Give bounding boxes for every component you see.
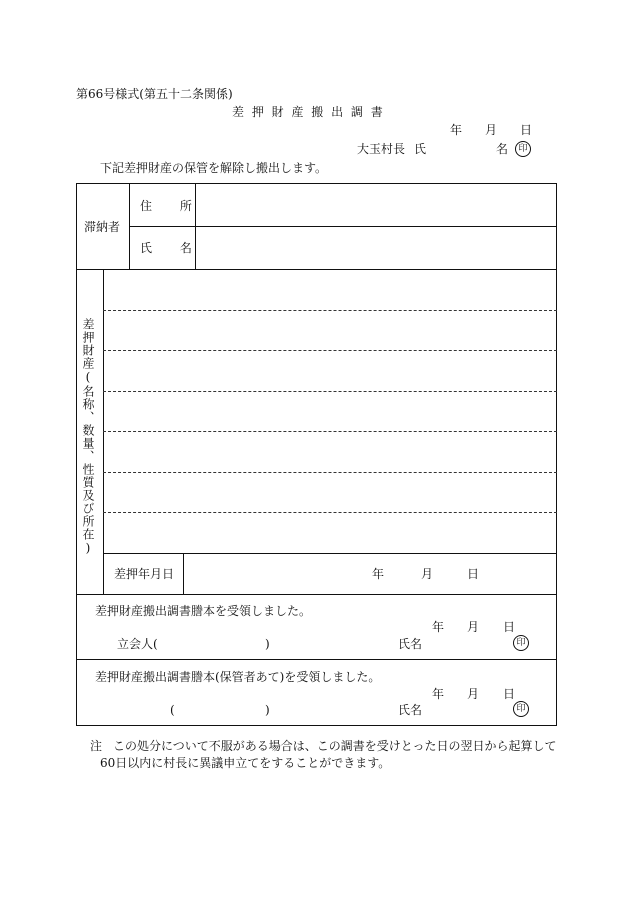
receipt2-text: 差押財産搬出調書謄本(保管者あて)を受領しました。 [95,670,381,684]
witness-paren-close: ) [265,637,270,651]
seizure-year-label: 年 [372,567,385,581]
seizure-date-label: 差押年月日 [114,567,175,581]
witness-label: 立会人( [117,637,158,651]
seized-property-label: 差押財産(名称、数量、性質及び所在) [81,318,95,556]
seized-property-lines[interactable] [106,272,554,550]
header-month-label: 月 [485,123,498,137]
delinquent-label: 滞納者 [84,220,121,234]
receipt1-day-label: 日 [503,620,516,634]
header-year-label: 年 [450,123,463,137]
receipt1-month-label: 月 [467,620,480,634]
receipt2-paren-close: ) [265,703,270,717]
address-field[interactable] [200,187,552,222]
receipt2-day-label: 日 [503,687,516,701]
seizure-day-label: 日 [467,567,480,581]
addressee-surname-label: 氏 [414,142,427,156]
receipt2-year-label: 年 [432,687,445,701]
receipt2-month-label: 月 [467,687,480,701]
addressee-seal-mark: 印 [515,141,531,157]
header-day-label: 日 [520,123,533,137]
seizure-month-label: 月 [421,567,434,581]
name-field[interactable] [200,230,552,265]
village-chief-label: 大玉村長 [357,142,406,156]
document-title: 差 押 財 産 搬 出 調 書 [232,105,385,119]
receipt1-seal-mark: 印 [513,635,529,651]
note-line2: 60日以内に村長に異議申立てをすることができます。 [100,756,391,770]
intro-text: 下記差押財産の保管を解除し搬出します。 [100,161,328,175]
addressee-given-name-label: 名 [496,142,509,156]
receipt1-text: 差押財産搬出調書謄本を受領しました。 [95,604,312,618]
receipt2-seal-mark: 印 [513,701,529,717]
seizure-date-field[interactable] [190,556,552,591]
receipt2-paren-open: ( [170,703,175,717]
note-label: 注 [90,739,103,753]
note-line1: この処分について不服がある場合は、この調書を受けとった日の翌日から起算して [113,739,557,753]
receipt1-year-label: 年 [432,620,445,634]
receipt1-name-label: 氏名 [398,637,423,651]
form-number: 第66号様式(第五十二条関係) [76,87,233,101]
name-label: 氏 名 [140,241,204,255]
address-label: 住 所 [140,199,204,213]
receipt2-name-label: 氏名 [398,703,423,717]
